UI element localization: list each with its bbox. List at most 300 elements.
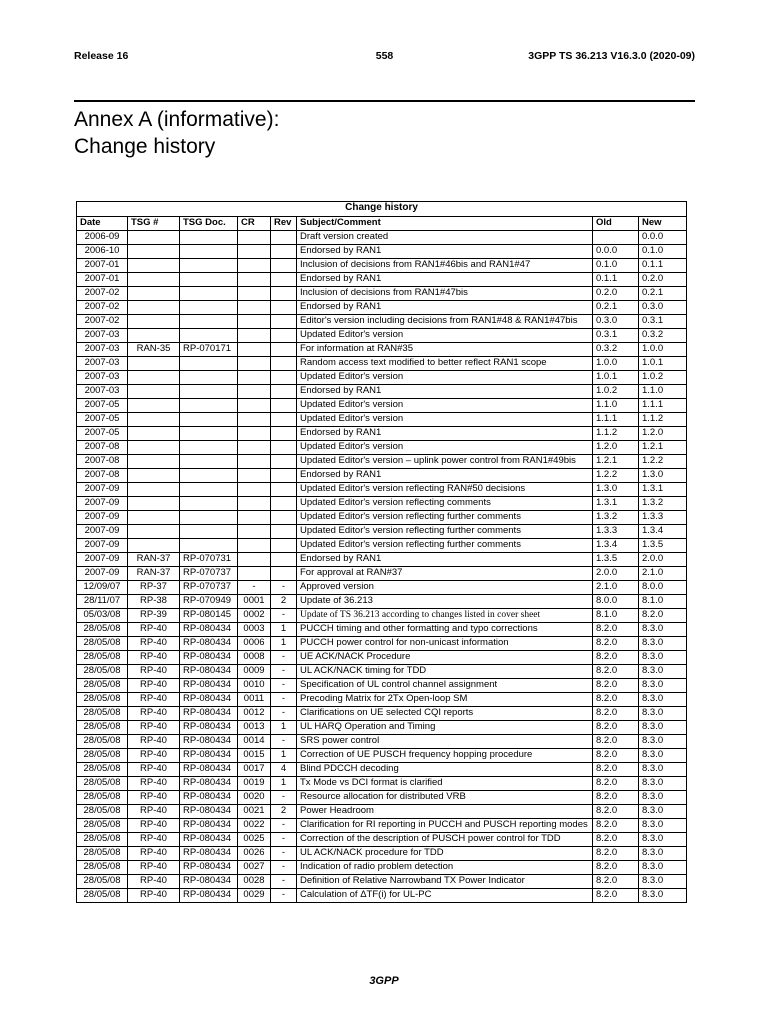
cell-tsg-doc: RP-080434 — [180, 749, 238, 763]
cell-tsg-doc — [180, 259, 238, 273]
table-row — [77, 385, 687, 399]
cell-old: 8.2.0 — [593, 637, 639, 651]
table-row — [77, 637, 687, 651]
cell-subject: Updated Editor's version reflecting further comments — [297, 539, 593, 553]
cell-old: 1.2.2 — [593, 469, 639, 483]
cell-cr — [238, 371, 271, 385]
footer-label: 3GPP — [369, 975, 399, 987]
cell-new: 8.3.0 — [639, 721, 687, 735]
cell-subject: Endorsed by RAN1 — [297, 301, 593, 315]
cell-rev — [271, 483, 297, 497]
cell-date: 2007-05 — [77, 427, 128, 441]
cell-date: 28/05/08 — [77, 777, 128, 791]
cell-tsg — [128, 539, 180, 553]
cell-subject: Random access text modified to better reflect RAN1 scope — [297, 357, 593, 371]
cell-rev: - — [271, 819, 297, 833]
cell-cr — [238, 553, 271, 567]
cell-new: 1.3.5 — [639, 539, 687, 553]
cell-date: 2007-03 — [77, 385, 128, 399]
cell-date: 28/05/08 — [77, 833, 128, 847]
table-row — [77, 721, 687, 735]
table-row — [77, 329, 687, 343]
cell-subject: Updated Editor's version reflecting comments — [297, 497, 593, 511]
cell-new: 8.3.0 — [639, 777, 687, 791]
column-header-rev: Rev — [271, 217, 297, 231]
table-header-row — [77, 217, 687, 231]
cell-tsg-doc — [180, 301, 238, 315]
table-row — [77, 847, 687, 861]
cell-tsg — [128, 497, 180, 511]
cell-cr: 0012 — [238, 707, 271, 721]
cell-tsg-doc: RP-080434 — [180, 693, 238, 707]
cell-rev: - — [271, 581, 297, 595]
cell-tsg: RP-40 — [128, 665, 180, 679]
cell-tsg — [128, 371, 180, 385]
cell-old: 8.2.0 — [593, 749, 639, 763]
cell-subject: Endorsed by RAN1 — [297, 553, 593, 567]
cell-tsg: RP-40 — [128, 707, 180, 721]
table-row — [77, 301, 687, 315]
table-row — [77, 875, 687, 889]
cell-old: 0.0.0 — [593, 245, 639, 259]
cell-rev — [271, 231, 297, 245]
cell-rev — [271, 301, 297, 315]
cell-new: 8.3.0 — [639, 707, 687, 721]
cell-tsg-doc: RP-080434 — [180, 651, 238, 665]
cell-subject: Updated Editor's version reflecting further comments — [297, 525, 593, 539]
table-row — [77, 693, 687, 707]
table-row — [77, 595, 687, 609]
cell-rev — [271, 385, 297, 399]
cell-new: 8.3.0 — [639, 623, 687, 637]
cell-rev: - — [271, 665, 297, 679]
cell-tsg-doc: RP-080145 — [180, 609, 238, 623]
cell-cr: 0002 — [238, 609, 271, 623]
cell-new: 1.3.0 — [639, 469, 687, 483]
table-row — [77, 567, 687, 581]
cell-new: 1.2.2 — [639, 455, 687, 469]
cell-new: 1.0.1 — [639, 357, 687, 371]
cell-old: 8.2.0 — [593, 847, 639, 861]
cell-tsg-doc: RP-080434 — [180, 721, 238, 735]
cell-tsg — [128, 245, 180, 259]
cell-new: 8.3.0 — [639, 651, 687, 665]
column-header-tsg-doc: TSG Doc. — [180, 217, 238, 231]
cell-date: 28/05/08 — [77, 721, 128, 735]
cell-cr — [238, 483, 271, 497]
cell-tsg: RP-40 — [128, 777, 180, 791]
cell-new: 8.3.0 — [639, 833, 687, 847]
table-row — [77, 525, 687, 539]
cell-subject: Updated Editor's version — [297, 413, 593, 427]
cell-tsg-doc: RP-080434 — [180, 707, 238, 721]
cell-new: 8.3.0 — [639, 889, 687, 903]
table-row — [77, 371, 687, 385]
cell-new: 8.3.0 — [639, 861, 687, 875]
column-header-new: New — [639, 217, 687, 231]
cell-rev — [271, 287, 297, 301]
cell-cr — [238, 539, 271, 553]
cell-new: 2.0.0 — [639, 553, 687, 567]
cell-new: 0.2.0 — [639, 273, 687, 287]
cell-tsg-doc: RP-080434 — [180, 735, 238, 749]
cell-date: 2007-02 — [77, 315, 128, 329]
cell-tsg-doc: RP-070731 — [180, 553, 238, 567]
cell-subject: Endorsed by RAN1 — [297, 469, 593, 483]
table-row — [77, 861, 687, 875]
cell-subject: PUCCH timing and other formatting and typo corrections — [297, 623, 593, 637]
cell-old: 8.2.0 — [593, 805, 639, 819]
cell-tsg-doc — [180, 455, 238, 469]
cell-tsg — [128, 259, 180, 273]
cell-subject: Draft version created — [297, 231, 593, 245]
cell-rev: 4 — [271, 763, 297, 777]
column-header-date: Date — [77, 217, 128, 231]
cell-rev: - — [271, 847, 297, 861]
cell-cr — [238, 301, 271, 315]
cell-old: 8.2.0 — [593, 763, 639, 777]
table-row — [77, 483, 687, 497]
column-header-tsg: TSG # — [128, 217, 180, 231]
cell-rev — [271, 441, 297, 455]
cell-date: 2007-09 — [77, 539, 128, 553]
cell-new: 1.1.0 — [639, 385, 687, 399]
cell-cr: 0029 — [238, 889, 271, 903]
cell-subject: UL HARQ Operation and Timing — [297, 721, 593, 735]
cell-rev — [271, 399, 297, 413]
cell-new: 1.2.0 — [639, 427, 687, 441]
cell-tsg-doc: RP-080434 — [180, 665, 238, 679]
cell-date: 2007-03 — [77, 343, 128, 357]
cell-cr — [238, 231, 271, 245]
cell-cr: 0003 — [238, 623, 271, 637]
cell-old: 1.3.1 — [593, 497, 639, 511]
cell-old: 1.2.1 — [593, 455, 639, 469]
cell-cr: 0021 — [238, 805, 271, 819]
cell-tsg: RP-40 — [128, 749, 180, 763]
column-header-cr: CR — [238, 217, 271, 231]
cell-tsg — [128, 455, 180, 469]
cell-rev — [271, 413, 297, 427]
cell-tsg — [128, 287, 180, 301]
page-header — [74, 50, 695, 66]
cell-old: 8.1.0 — [593, 609, 639, 623]
cell-subject: Updated Editor's version – uplink power control from RAN1#49bis — [297, 455, 593, 469]
cell-rev: 1 — [271, 721, 297, 735]
cell-cr: 0028 — [238, 875, 271, 889]
cell-rev — [271, 329, 297, 343]
cell-tsg: RP-40 — [128, 791, 180, 805]
cell-cr: 0017 — [238, 763, 271, 777]
cell-new: 1.3.3 — [639, 511, 687, 525]
cell-new: 8.3.0 — [639, 693, 687, 707]
cell-rev: 1 — [271, 623, 297, 637]
cell-tsg: RP-39 — [128, 609, 180, 623]
cell-date: 2007-03 — [77, 329, 128, 343]
cell-date: 2007-08 — [77, 455, 128, 469]
cell-tsg: RP-40 — [128, 819, 180, 833]
cell-date: 28/05/08 — [77, 861, 128, 875]
cell-subject: Power Headroom — [297, 805, 593, 819]
cell-tsg-doc: RP-070737 — [180, 567, 238, 581]
cell-new: 8.3.0 — [639, 847, 687, 861]
cell-cr — [238, 329, 271, 343]
cell-old: 8.2.0 — [593, 819, 639, 833]
cell-subject: Update of 36.213 — [297, 595, 593, 609]
cell-tsg: RP-40 — [128, 735, 180, 749]
cell-rev — [271, 273, 297, 287]
cell-tsg: RP-37 — [128, 581, 180, 595]
cell-rev: - — [271, 791, 297, 805]
cell-tsg-doc: RP-080434 — [180, 861, 238, 875]
table-row — [77, 735, 687, 749]
cell-rev — [271, 511, 297, 525]
cell-old: 0.3.1 — [593, 329, 639, 343]
table-row — [77, 805, 687, 819]
cell-subject: Indication of radio problem detection — [297, 861, 593, 875]
cell-new: 8.3.0 — [639, 735, 687, 749]
cell-date: 28/05/08 — [77, 791, 128, 805]
cell-subject: Editor's version including decisions from RAN1#48 & RAN1#47bis — [297, 315, 593, 329]
cell-rev — [271, 259, 297, 273]
cell-subject: Update of TS 36.213 according to changes listed in cover sheet — [297, 609, 593, 623]
cell-date: 28/05/08 — [77, 679, 128, 693]
cell-cr: 0011 — [238, 693, 271, 707]
table-caption: Change history — [77, 202, 687, 217]
cell-date: 28/05/08 — [77, 623, 128, 637]
cell-rev: 2 — [271, 595, 297, 609]
cell-new: 1.3.1 — [639, 483, 687, 497]
cell-old: 1.3.2 — [593, 511, 639, 525]
cell-subject: Updated Editor's version — [297, 399, 593, 413]
cell-cr — [238, 441, 271, 455]
cell-rev: - — [271, 861, 297, 875]
cell-cr: 0014 — [238, 735, 271, 749]
table-row — [77, 259, 687, 273]
cell-subject: Endorsed by RAN1 — [297, 427, 593, 441]
cell-tsg-doc: RP-080434 — [180, 777, 238, 791]
table-row — [77, 287, 687, 301]
cell-new: 0.3.2 — [639, 329, 687, 343]
cell-rev — [271, 553, 297, 567]
cell-tsg: RP-40 — [128, 721, 180, 735]
table-row — [77, 889, 687, 903]
table-row — [77, 833, 687, 847]
cell-tsg — [128, 413, 180, 427]
cell-rev: - — [271, 609, 297, 623]
spec-id: 3GPP TS 36.213 V16.3.0 (2020-09) — [528, 50, 695, 62]
annex-title-line1: Annex A (informative): — [74, 108, 280, 131]
cell-old: 2.0.0 — [593, 567, 639, 581]
cell-rev — [271, 343, 297, 357]
table-row — [77, 399, 687, 413]
cell-tsg — [128, 525, 180, 539]
cell-old: 8.2.0 — [593, 623, 639, 637]
cell-old — [593, 231, 639, 245]
cell-old: 8.2.0 — [593, 693, 639, 707]
cell-cr — [238, 497, 271, 511]
cell-subject: Blind PDCCH decoding — [297, 763, 593, 777]
cell-new: 0.1.1 — [639, 259, 687, 273]
cell-date: 12/09/07 — [77, 581, 128, 595]
cell-subject: PUCCH power control for non-unicast information — [297, 637, 593, 651]
cell-new: 8.2.0 — [639, 609, 687, 623]
table-body — [77, 231, 687, 903]
cell-rev: - — [271, 693, 297, 707]
cell-new: 0.1.0 — [639, 245, 687, 259]
cell-old: 1.0.2 — [593, 385, 639, 399]
cell-subject: SRS power control — [297, 735, 593, 749]
cell-tsg: RP-40 — [128, 805, 180, 819]
cell-tsg — [128, 329, 180, 343]
cell-subject: Endorsed by RAN1 — [297, 273, 593, 287]
cell-date: 2007-09 — [77, 511, 128, 525]
cell-tsg-doc — [180, 413, 238, 427]
cell-old: 8.2.0 — [593, 721, 639, 735]
cell-subject: Inclusion of decisions from RAN1#47bis — [297, 287, 593, 301]
cell-subject: Updated Editor's version — [297, 329, 593, 343]
cell-date: 2007-02 — [77, 287, 128, 301]
cell-new: 0.0.0 — [639, 231, 687, 245]
cell-tsg — [128, 301, 180, 315]
cell-tsg — [128, 315, 180, 329]
cell-rev: - — [271, 889, 297, 903]
cell-rev — [271, 455, 297, 469]
cell-old: 1.3.0 — [593, 483, 639, 497]
cell-tsg: RP-40 — [128, 763, 180, 777]
cell-tsg-doc: RP-080434 — [180, 805, 238, 819]
cell-subject: Inclusion of decisions from RAN1#46bis and RAN1#47 — [297, 259, 593, 273]
cell-old: 8.2.0 — [593, 875, 639, 889]
cell-rev — [271, 525, 297, 539]
column-header-subject: Subject/Comment — [297, 217, 593, 231]
cell-date: 28/05/08 — [77, 889, 128, 903]
cell-cr — [238, 413, 271, 427]
cell-old: 1.1.1 — [593, 413, 639, 427]
cell-cr: 0001 — [238, 595, 271, 609]
cell-cr — [238, 511, 271, 525]
table-row — [77, 539, 687, 553]
cell-old: 8.2.0 — [593, 665, 639, 679]
cell-new: 2.1.0 — [639, 567, 687, 581]
cell-tsg-doc — [180, 539, 238, 553]
cell-rev: - — [271, 735, 297, 749]
cell-tsg: RP-40 — [128, 847, 180, 861]
cell-tsg — [128, 357, 180, 371]
cell-new: 1.3.4 — [639, 525, 687, 539]
header-rule — [74, 100, 695, 102]
cell-tsg-doc: RP-070171 — [180, 343, 238, 357]
cell-old: 8.2.0 — [593, 735, 639, 749]
cell-old: 1.1.2 — [593, 427, 639, 441]
cell-old: 1.3.3 — [593, 525, 639, 539]
cell-tsg-doc — [180, 315, 238, 329]
cell-tsg: RP-40 — [128, 651, 180, 665]
table-row — [77, 441, 687, 455]
cell-tsg: RP-40 — [128, 679, 180, 693]
table-row — [77, 245, 687, 259]
cell-tsg-doc — [180, 385, 238, 399]
cell-tsg-doc: RP-080434 — [180, 623, 238, 637]
cell-date: 28/05/08 — [77, 637, 128, 651]
cell-old: 8.2.0 — [593, 707, 639, 721]
cell-tsg-doc — [180, 399, 238, 413]
cell-new: 1.1.2 — [639, 413, 687, 427]
cell-new: 1.1.1 — [639, 399, 687, 413]
table-row — [77, 763, 687, 777]
cell-rev — [271, 497, 297, 511]
cell-date: 2007-08 — [77, 469, 128, 483]
cell-date: 2007-09 — [77, 497, 128, 511]
cell-date: 28/05/08 — [77, 665, 128, 679]
cell-tsg — [128, 483, 180, 497]
cell-tsg — [128, 469, 180, 483]
cell-tsg: RP-40 — [128, 875, 180, 889]
cell-subject: Updated Editor's version — [297, 371, 593, 385]
table-row — [77, 511, 687, 525]
cell-subject: UL ACK/NACK timing for TDD — [297, 665, 593, 679]
cell-subject: UL ACK/NACK procedure for TDD — [297, 847, 593, 861]
cell-subject: For information at RAN#35 — [297, 343, 593, 357]
cell-tsg-doc — [180, 511, 238, 525]
table-row — [77, 679, 687, 693]
cell-rev — [271, 357, 297, 371]
table-row — [77, 791, 687, 805]
table-row — [77, 469, 687, 483]
cell-cr: 0006 — [238, 637, 271, 651]
cell-date: 28/05/08 — [77, 693, 128, 707]
release-label: Release 16 — [74, 50, 129, 62]
cell-rev — [271, 539, 297, 553]
cell-old: 8.0.0 — [593, 595, 639, 609]
cell-subject: Correction of the description of PUSCH power control for TDD — [297, 833, 593, 847]
cell-date: 2007-09 — [77, 553, 128, 567]
cell-tsg-doc: RP-080434 — [180, 791, 238, 805]
table-row — [77, 623, 687, 637]
cell-new: 1.3.2 — [639, 497, 687, 511]
cell-old: 1.3.5 — [593, 553, 639, 567]
table-row — [77, 777, 687, 791]
change-history-table — [76, 201, 687, 903]
cell-tsg — [128, 399, 180, 413]
cell-tsg: RP-40 — [128, 623, 180, 637]
cell-rev: - — [271, 679, 297, 693]
cell-rev — [271, 427, 297, 441]
cell-new: 1.2.1 — [639, 441, 687, 455]
cell-date: 28/05/08 — [77, 763, 128, 777]
cell-new: 1.0.0 — [639, 343, 687, 357]
cell-new: 8.3.0 — [639, 749, 687, 763]
cell-old: 8.2.0 — [593, 833, 639, 847]
table-row — [77, 749, 687, 763]
cell-rev — [271, 469, 297, 483]
cell-old: 0.3.2 — [593, 343, 639, 357]
cell-subject: Approved version — [297, 581, 593, 595]
cell-subject: Clarification for RI reporting in PUCCH and PUSCH reporting modes — [297, 819, 593, 833]
cell-tsg — [128, 385, 180, 399]
cell-rev: 1 — [271, 777, 297, 791]
cell-new: 8.0.0 — [639, 581, 687, 595]
cell-date: 28/05/08 — [77, 707, 128, 721]
annex-title-line2: Change history — [74, 135, 216, 158]
cell-tsg — [128, 231, 180, 245]
table-row — [77, 819, 687, 833]
table-row — [77, 651, 687, 665]
cell-subject: Specification of UL control channel assignment — [297, 679, 593, 693]
cell-new: 8.1.0 — [639, 595, 687, 609]
cell-date: 2007-01 — [77, 273, 128, 287]
cell-cr — [238, 427, 271, 441]
